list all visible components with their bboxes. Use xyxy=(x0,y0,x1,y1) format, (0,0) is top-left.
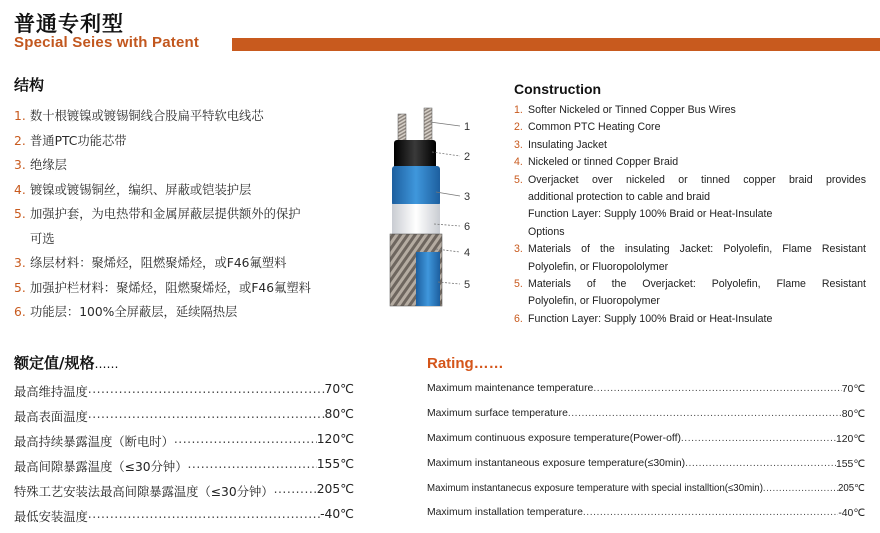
construction-cn-list xyxy=(14,104,374,325)
list-item: 5. 加强护套，为电热带和金属屏蔽层提供额外的保护 xyxy=(14,207,301,221)
rating-en-row: Maximum maintenance temperature ..... 70℃ xyxy=(427,383,865,395)
page-title-cn: 普通专利型 xyxy=(14,12,124,36)
overjacket xyxy=(416,252,440,306)
rating-en-row: Maximum installation temperature ..... -40℃ xyxy=(427,507,865,519)
list-item: 可选 xyxy=(30,231,55,246)
list-item: 6. 功能层：100%全屏蔽层，延续隔热层 xyxy=(14,305,238,319)
list-item: 5. Overjacket over nickeled or tinned copper braid provides additional protection to cable and braid Function Layer: Supply 100% Braid or Heat-Insulate Options xyxy=(514,173,866,238)
callout-5: 5 xyxy=(464,279,471,291)
callout-4: 4 xyxy=(464,247,471,259)
list-item: 3. 绝缘层 xyxy=(14,158,67,172)
callout-6: 6 xyxy=(464,221,471,233)
list-item: 1. Softer Nickeled or Tinned Copper Bus Wires xyxy=(514,104,736,116)
construction-en-list xyxy=(514,102,866,328)
rating-en-row: Maximum instantanecus exposure temperature with special installtion(≤30min) ..... 205℃ xyxy=(427,483,865,494)
list-item: 5. Materials of the Overjacket: Polyolefin, Flame Resistant Polyolefin, or Fluoropolymer xyxy=(514,278,866,308)
ptc-core xyxy=(394,140,436,170)
list-item: 3. Insulating Jacket xyxy=(514,138,607,151)
list-item: 5. 加强护栏材料：聚烯烃，阻燃聚烯烃，或F46氟塑料 xyxy=(14,280,311,295)
insulating-jacket xyxy=(392,166,440,206)
title-accent-bar xyxy=(232,38,880,51)
rating-cn-row: 特殊工艺安装法最高间隙暴露温度（≤30分钟） ..... 205℃ xyxy=(14,482,354,500)
heating-cable-diagram xyxy=(376,84,496,314)
list-item: 4. 镀镍或镀锡铜丝，编织、屏蔽或铠装护层 xyxy=(14,182,252,197)
rating-cn-row: 最高维持温度 ..... 70℃ xyxy=(14,382,354,400)
rating-cn-row: 最高间隙暴露温度（≤30分钟） ..... 155℃ xyxy=(14,457,354,475)
list-item: 2. 普通PTC功能芯带 xyxy=(14,133,127,148)
rating-cn-row: 最高表面温度 ..... 80℃ xyxy=(14,407,354,425)
list-item: 2. Common PTC Heating Core xyxy=(514,121,661,134)
rating-en-row: Maximum continuous exposure temperature(Power-off) ..... 120℃ xyxy=(427,433,865,445)
rating-en-heading: Rating…… xyxy=(427,355,504,372)
page-title-en: Special Seies with Patent xyxy=(14,34,200,51)
list-item: 3. 绦层材料：聚烯烃，阻燃聚烯烃，或F46氟塑料 xyxy=(14,256,287,270)
callout-2: 2 xyxy=(464,151,471,163)
construction-en-heading: Construction xyxy=(514,81,602,97)
callout-3: 3 xyxy=(464,191,471,203)
list-item: 6. Function Layer: Supply 100% Braid or Heat-Insulate xyxy=(514,312,773,325)
list-item: 3. Materials of the insulating Jacket: Polyolefin, Flame Resistant Polyolefin, or Fluoropololymer xyxy=(514,243,866,273)
rating-cn-row: 最高持续暴露温度（断电时） ..... 120℃ xyxy=(14,432,354,450)
rating-cn-row: 最低安装温度 ..... -40℃ xyxy=(14,507,354,525)
rating-cn-heading: 额定值/规格…… xyxy=(14,354,119,372)
list-item: 4. Nickeled or tinned Copper Braid xyxy=(514,156,679,169)
list-item: 1. 数十根镀镍或镀锡铜线合股扁平特软电线芯 xyxy=(14,109,264,123)
construction-cn-heading: 结构 xyxy=(14,76,45,94)
rating-en-row: Maximum instantaneous exposure temperature(≤30min) ..... 155℃ xyxy=(427,458,865,470)
rating-en-row: Maximum surface temperature ..... 80℃ xyxy=(427,408,865,420)
callout-1: 1 xyxy=(464,121,471,133)
